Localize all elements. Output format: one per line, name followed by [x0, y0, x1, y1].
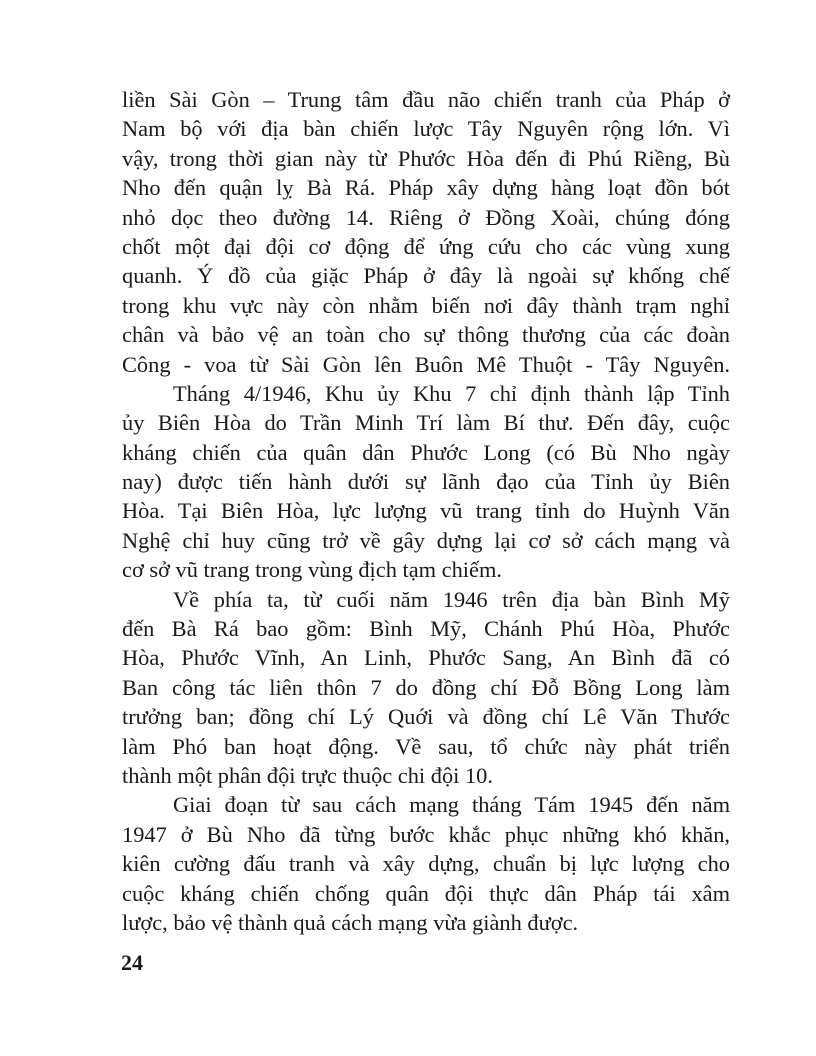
text-line: nhỏ dọc theo đường 14. Riêng ở Đồng Xoài, chúng đóng: [122, 204, 730, 230]
text-line: chốt một đại đội cơ động để ứng cứu cho các vùng xung: [122, 233, 730, 259]
text-line: Ban công tác liên thôn 7 do đồng chí Đỗ Bồng Long làm: [122, 674, 730, 700]
text-line: trong khu vực này còn nhằm biến nơi đây thành trạm nghỉ: [122, 292, 730, 318]
paragraph: [122, 790, 730, 937]
text-line: quanh. Ý đồ của giặc Pháp ở đây là ngoài sự khống chế: [122, 263, 730, 289]
text-line: Giai đoạn từ sau cách mạng tháng Tám 1945 đến năm: [173, 792, 730, 818]
text-line: đến Bà Rá bao gồm: Bình Mỹ, Chánh Phú Hòa, Phước: [122, 616, 730, 642]
text-line: Về phía ta, từ cuối năm 1946 trên địa bàn Bình Mỹ: [173, 586, 730, 612]
text-line: Hòa. Tại Biên Hòa, lực lượng vũ trang tỉnh do Huỳnh Văn: [122, 498, 730, 524]
text-line: nay) được tiến hành dưới sự lãnh đạo của Tỉnh ủy Biên: [122, 469, 730, 495]
text-line: trưởng ban; đồng chí Lý Quới và đồng chí Lê Văn Thước: [122, 704, 730, 730]
text-line: thành một phân đội trực thuộc chi đội 10.: [122, 762, 493, 788]
text-line: Hòa, Phước Vĩnh, An Linh, Phước Sang, An Bình đã có: [122, 645, 730, 671]
text-line: Công - voa từ Sài Gòn lên Buôn Mê Thuột - Tây Nguyên.: [122, 351, 730, 377]
text-line: Nghệ chỉ huy cũng trở về gây dựng lại cơ sở cách mạng và: [122, 527, 730, 553]
text-line: lược, bảo vệ thành quả cách mạng vừa giành được.: [122, 909, 579, 935]
text-line: cơ sở vũ trang trong vùng địch tạm chiếm.: [122, 557, 502, 583]
page-number: 24: [121, 950, 143, 975]
text-line: liền Sài Gòn – Trung tâm đầu não chiến tranh của Pháp ở: [122, 87, 730, 112]
text-line: kháng chiến của quân dân Phước Long (có Bù Nho ngày: [122, 439, 730, 465]
text-line: cuộc kháng chiến chống quân đội thực dân Pháp tái xâm: [122, 880, 730, 906]
text-line: chân và bảo vệ an toàn cho sự thông thương của các đoàn: [122, 322, 730, 348]
paragraph: [122, 379, 730, 585]
text-line: vậy, trong thời gian này từ Phước Hòa đến đi Phú Riềng, Bù: [122, 145, 730, 171]
text-line: ủy Biên Hòa do Trần Minh Trí làm Bí thư. Đến đây, cuộc: [122, 410, 730, 436]
paragraph: [122, 85, 730, 379]
text-line: kiên cường đấu tranh và xây dựng, chuẩn bị lực lượng cho: [122, 851, 730, 877]
text-line: 1947 ở Bù Nho đã từng bước khắc phục những khó khăn,: [122, 821, 730, 847]
text-line: làm Phó ban hoạt động. Về sau, tổ chức này phát triển: [122, 733, 730, 759]
text-line: Nam bộ với địa bàn chiến lược Tây Nguyên rộng lớn. Vì: [122, 116, 730, 142]
paragraph: [122, 585, 730, 791]
body-text: [122, 85, 730, 937]
text-line: Nho đến quận lỵ Bà Rá. Pháp xây dựng hàng loạt đồn bót: [122, 175, 730, 201]
text-line: Tháng 4/1946, Khu ủy Khu 7 chỉ định thành lập Tỉnh: [173, 380, 730, 406]
